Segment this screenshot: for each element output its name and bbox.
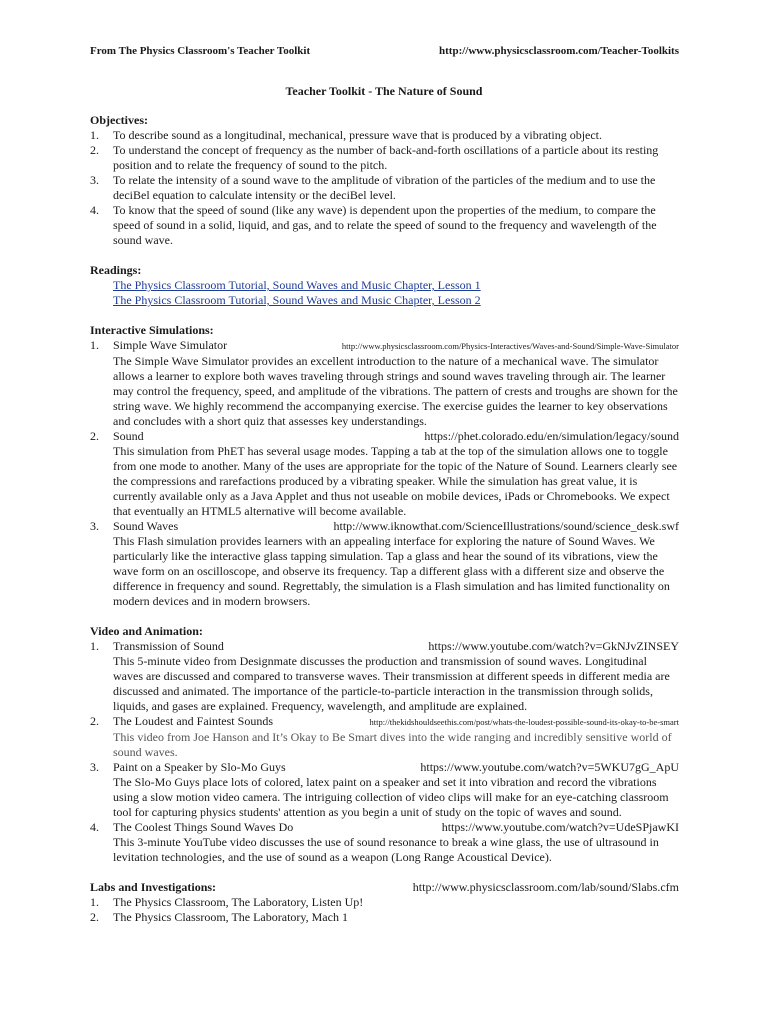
lab-text: The Physics Classroom, The Laboratory, Listen Up!: [113, 895, 364, 909]
objective-item: [90, 203, 679, 248]
reading-link-lesson-1[interactable]: The Physics Classroom Tutorial, Sound Waves and Music Chapter, Lesson 1: [113, 278, 481, 292]
lab-item: [90, 895, 679, 910]
item-number: 2.: [90, 714, 99, 728]
item-number: 1.: [90, 895, 99, 909]
objectives-heading: Objectives:: [90, 113, 148, 127]
objective-text: To describe sound as a longitudinal, mechanical, pressure wave that is produced by a vibrating object.: [113, 128, 603, 142]
lab-text: The Physics Classroom, The Laboratory, Mach 1: [113, 910, 348, 924]
item-number: 2.: [90, 429, 99, 443]
video-url[interactable]: https://www.youtube.com/watch?v=UdeSPjawKI: [441, 820, 679, 834]
objective-text: To understand the concept of frequency as the number of back-and-forth oscillations of a particle about its resting position and to relate the frequency of sound to the pitch.: [113, 143, 659, 172]
simulation-name: Sound: [113, 429, 144, 443]
video-url[interactable]: https://www.youtube.com/watch?v=GkNJvZINSEY: [428, 639, 679, 653]
item-number: 4.: [90, 203, 99, 217]
simulation-description: This Flash simulation provides learners with an appealing interface for exploring the nature of Sound Waves. We particularly like the interactive glass tapping simulation. Tap a glass and hear the sound of its vibrations, view the wave form on an oscilloscope, and observe its frequency. Tap a different glass with a different size and observe the difference in frequency and sound. Regrettably, the simulation is a Flash simulation and has limited functionality on modern devices and in modern browsers.: [113, 534, 670, 608]
objective-text: To know that the speed of sound (like any wave) is dependent upon the properties of the medium, to compare the speed of sound in a solid, liquid, and gas, and to relate the speed of sound to the frequency and wavelength of the sound wave.: [113, 203, 657, 247]
lab-item: [90, 910, 679, 925]
header-source: From The Physics Classroom's Teacher Toolkit: [90, 45, 311, 57]
document-body: [90, 113, 679, 925]
simulation-item: [90, 519, 679, 609]
video-name: The Coolest Things Sound Waves Do: [113, 820, 294, 834]
simulation-url[interactable]: http://www.physicsclassroom.com/Physics-Interactives/Waves-and-Sound/Simple-Wave-Simulator: [341, 341, 679, 351]
labs-url[interactable]: http://www.physicsclassroom.com/lab/sound/Slabs.cfm: [412, 880, 679, 894]
item-number: 2.: [90, 143, 99, 157]
video-name: The Loudest and Faintest Sounds: [113, 714, 273, 728]
video-url[interactable]: http://thekidshouldseethis.com/post/whats-the-loudest-possible-sound-its-okay-to-be-smart: [369, 717, 679, 727]
video-item: [90, 760, 679, 820]
page-header: [90, 44, 679, 58]
page-title: Teacher Toolkit - The Nature of Sound: [285, 84, 483, 98]
objective-item: [90, 143, 679, 173]
video-description: The Slo-Mo Guys place lots of colored, latex paint on a speaker and set it into vibration and record the vibrations using a slow motion video camera. The intriguing collection of video clips will make for an eye-catching classroom tool for capturing physics students' attention as you begin a unit of study on the topic of waves and sound.: [113, 775, 669, 819]
video-description: This video from Joe Hanson and It’s Okay to Be Smart dives into the wide ranging and incredibly sensitive world of sound waves.: [113, 730, 672, 759]
item-number: 3.: [90, 760, 99, 774]
labs-heading: Labs and Investigations:: [90, 880, 217, 894]
simulation-item: [90, 429, 679, 519]
simulation-url[interactable]: https://phet.colorado.edu/en/simulation/legacy/sound: [424, 429, 679, 443]
simulations-heading: Interactive Simulations:: [90, 323, 214, 337]
video-name: Paint on a Speaker by Slo-Mo Guys: [113, 760, 286, 774]
item-number: 1.: [90, 338, 99, 352]
simulation-description: This simulation from PhET has several usage modes. Tapping a tab at the top of the simulation allows one to toggle from one mode to another. Many of the uses are appropriate for the topic of the Nature of Sound. Learners clearly see the compressions and rarefactions produced by a vibrating speaker. While the simulation has great value, it is currently available only as a Java Applet and thus not useable on mobile devices, iPads or Chromebooks. We expect that eventually an HTML5 alternative will become available.: [113, 444, 678, 518]
item-number: 4.: [90, 820, 99, 834]
simulation-item: [90, 338, 679, 429]
objective-item: [90, 128, 679, 143]
item-number: 3.: [90, 173, 99, 187]
video-heading: Video and Animation:: [90, 624, 203, 638]
reading-link-lesson-2[interactable]: The Physics Classroom Tutorial, Sound Waves and Music Chapter, Lesson 2: [113, 293, 481, 307]
video-item: [90, 820, 679, 865]
labs-header-row: [90, 880, 679, 895]
video-item: [90, 639, 679, 714]
item-number: 2.: [90, 910, 99, 924]
objectives-list: [90, 128, 679, 248]
readings-heading: Readings:: [90, 263, 142, 277]
video-url[interactable]: https://www.youtube.com/watch?v=5WKU7gG_ApU: [420, 760, 679, 774]
item-number: 1.: [90, 128, 99, 142]
simulation-description: The Simple Wave Simulator provides an excellent introduction to the nature of a mechanical wave. The simulator allows a learner to explore both waves traveling through strings and sound waves traveling through air. The learner may control the frequency, speed, and amplitude of the vibrations. The pattern of crests and troughs are shown for the string wave. We highly recommend the accompanying exercise. The exercise guides the learner to key observations and concludes with a short quiz that assesses key understandings.: [113, 354, 678, 428]
video-description: This 3-minute YouTube video discusses the use of sound resonance to break a wine glass, the use of ultrasound in levitation technologies, and the use of sound as a weapon (Long Range Acoustical Device).: [113, 835, 659, 864]
simulation-url[interactable]: http://www.iknowthat.com/ScienceIllustrations/sound/science_desk.swf: [333, 519, 679, 533]
item-number: 1.: [90, 639, 99, 653]
objective-item: [90, 173, 679, 203]
objective-text: To relate the intensity of a sound wave to the amplitude of vibration of the particles of the medium and to use the deciBel equation to calculate intensity or the deciBel level.: [113, 173, 656, 202]
video-description: This 5-minute video from Designmate discusses the production and transmission of sound waves. Longitudinal waves are discussed and compared to transverse waves. Their transmission at different speeds in different media are discussed and animated. The importance of the particle-to-particle interaction in the transmission through solids, liquids, and gases are explained. Frequency, wavelength, and amplitude are explained.: [113, 654, 670, 713]
video-item: [90, 714, 679, 760]
simulation-name: Simple Wave Simulator: [113, 338, 228, 352]
header-url[interactable]: http://www.physicsclassroom.com/Teacher-Toolkits: [439, 45, 679, 57]
item-number: 3.: [90, 519, 99, 533]
simulation-name: Sound Waves: [113, 519, 179, 533]
video-name: Transmission of Sound: [113, 639, 224, 653]
